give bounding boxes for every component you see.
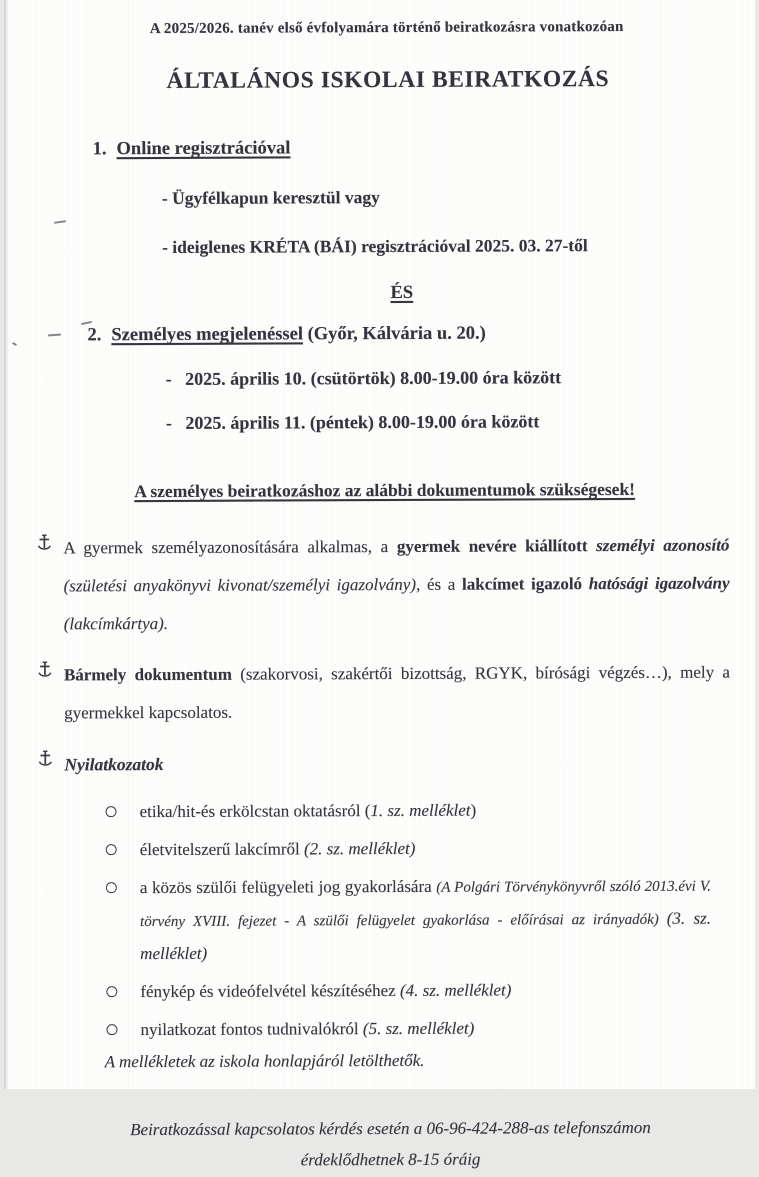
circle-bullet-icon <box>106 1024 117 1035</box>
document-bullet-identity <box>36 526 729 643</box>
document-bullet-any-document <box>37 653 730 732</box>
sub-item-text: etika/hit-és erkölcstan oktatásról (1. sz. melléklet) <box>139 800 477 822</box>
required-documents-list <box>36 526 730 783</box>
section-heading-online-registration <box>35 136 728 160</box>
circle-bullet-icon <box>106 882 117 893</box>
anchor-bullet-icon <box>36 533 52 557</box>
list-item-date-april-10: - 2025. április 10. (csütörtök) 8.00-19.00 óra között <box>165 367 562 389</box>
sub-item-residence <box>104 832 711 866</box>
required-documents-heading: A személyes beiratkozáshoz az alábbi dokumentumok szükségesek! <box>134 478 636 502</box>
anchor-bullet-icon <box>37 660 53 684</box>
circle-bullet-icon <box>106 806 117 817</box>
sub-item-text: fénykép és videófelvétel készítéséhez (4. sz. melléklet) <box>140 980 512 1002</box>
bullet-text: Bármely dokumentum (szakorvosi, szakértői bizottság, RGYK, bírósági végzés…), mely a gyermekkel kapcsolatos. <box>63 662 730 723</box>
list-item-ugyfelkapu: - Ügyfélkapun keresztül vagy <box>161 187 380 208</box>
circle-bullet-icon <box>106 986 117 997</box>
anchor-bullet-icon <box>37 749 53 773</box>
sub-item-ethics-religion <box>103 794 710 828</box>
section-heading-in-person <box>35 322 728 346</box>
and-connector: ÉS <box>390 282 414 303</box>
section-heading-location: (Győr, Kálvária u. 20.) <box>302 323 486 345</box>
sub-item-text: a közös szülői felügyeleti jog gyakorlására (A Polgári Törvénykönyvről szóló 2013.évi V. törvény XVIII. fejezet - A szülői felügyelet gyakorlása - előírásai az irányadók) (3. sz. melléklet) <box>139 876 712 964</box>
sub-item-photo-video <box>104 974 711 1008</box>
sub-item-text: életvitelszerű lakcímről (2. sz. melléklet) <box>139 838 416 860</box>
bullet-text: Nyilatkozatok <box>64 753 164 775</box>
circle-bullet-icon <box>106 844 117 855</box>
document-subject-line: A 2025/2026. tanév első évfolyamára történő beiratkozásra vonatkozóan <box>149 18 624 38</box>
attachments-download-note: A mellékletek az iskola honlapjáról letölthetők. <box>104 1050 425 1072</box>
document-title: ÁLTALÁNOS ISKOLAI BEIRATKOZÁS <box>166 65 610 94</box>
document-bullet-declarations <box>37 742 730 783</box>
sub-item-text: nyilatkozat fontos tudnivalókról (5. sz. melléklet) <box>140 1018 475 1040</box>
section-heading-text: Online regisztrációval <box>116 138 291 160</box>
contact-phone-note: Beiratkozással kapcsolatos kérdés esetén a 06-96-424-288-as telefonszámon érdeklődhetnek 8-15 óráig <box>130 1117 651 1170</box>
sub-item-parental-custody <box>104 870 711 970</box>
document-content <box>4 0 759 1177</box>
section-number: 2. <box>87 325 102 346</box>
list-item-date-april-11: - 2025. április 11. (péntek) 8.00-19.00 óra között <box>165 411 540 433</box>
bullet-text: A gyermek személyazonosítására alkalmas, a gyermek nevére kiállított személyi azonosító (születési anyakönyvi kivonat/személyi igazolvány), és a lakcímet igazoló hatósági igazolvány (lakcímkártya). <box>63 535 730 634</box>
section-number: 1. <box>92 139 107 160</box>
declarations-sub-list <box>37 793 731 1045</box>
list-item-kreta-registration: - ideiglenes KRÉTA (BÁI) regisztrációval 2025. 03. 27-től <box>162 235 588 257</box>
section-heading-text: Személyes megjelenéssel <box>111 324 303 346</box>
scanned-enrollment-notice-page <box>4 0 755 1170</box>
sub-item-important-info <box>104 1012 711 1046</box>
